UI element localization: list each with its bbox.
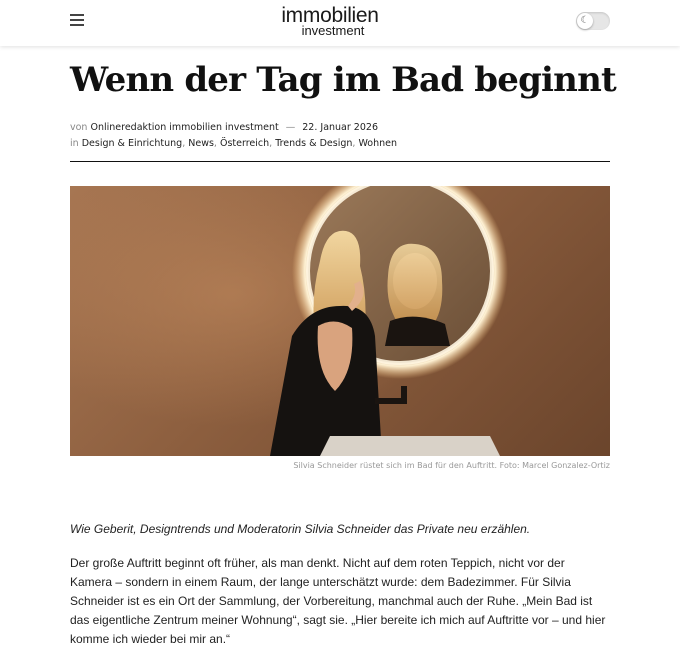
hero-illustration (70, 186, 610, 456)
date-link[interactable]: 22. Januar 2026 (302, 122, 378, 133)
article-meta (70, 120, 610, 152)
hero-image[interactable] (70, 186, 610, 456)
menu-bar (70, 24, 84, 26)
byline-separator: — (285, 122, 296, 133)
moon-icon: ☾ (577, 13, 593, 29)
category-link-design[interactable]: Design & Einrichtung (81, 138, 183, 149)
site-header (0, 0, 680, 46)
byline-prefix: von (70, 122, 88, 133)
article-title: Wenn der Tag im Bad beginnt (70, 60, 616, 100)
category-link-trends[interactable]: Trends & Design (275, 138, 353, 149)
menu-bar (70, 14, 84, 16)
logo-main-text: immobilien (281, 4, 379, 27)
article-body-paragraph: Der große Auftritt beginnt oft früher, als man denkt. Nicht auf dem roten Teppich, nicht vor der Kamera – sondern in einem Raum, der lange unterschätzt wurde: dem Badezimmer. Für Silvia Schneider ist es ein Ort der Sammlung, der Vorbereitung, manchmal auch der Ruhe. „Mein Bad ist das eigentliche Zentrum meiner Wohnung“, sagt sie. „Hier bereite ich mich auf Auftritte vor – und hier komme ich wieder bei mir an.“ (70, 556, 606, 646)
author-link[interactable]: Onlineredaktion immobilien investment (90, 122, 279, 133)
hero-caption: Silvia Schneider rüstet sich im Bad für den Auftritt. Foto: Marcel Gonzalez-Ortiz (293, 461, 610, 470)
categories-prefix: in (70, 138, 79, 149)
category-link-oesterreich[interactable]: Österreich (219, 138, 270, 149)
article-lead: Wie Geberit, Designtrends und Moderatorin Silvia Schneider das Private neu erzählen. (70, 522, 531, 536)
hamburger-menu-icon[interactable] (70, 14, 84, 26)
byline-row (70, 120, 610, 136)
title-divider (70, 161, 610, 162)
site-logo[interactable] (262, 6, 398, 38)
dark-mode-toggle[interactable] (576, 12, 610, 30)
logo-sub-text: investment (301, 23, 365, 38)
category-link-wohnen[interactable]: Wohnen (358, 138, 397, 149)
menu-bar (70, 19, 84, 21)
category-link-news[interactable]: News (188, 138, 214, 149)
categories-row: in Design & Einrichtung, News, Österreich, Trends & Design, Wohnen (70, 138, 397, 149)
